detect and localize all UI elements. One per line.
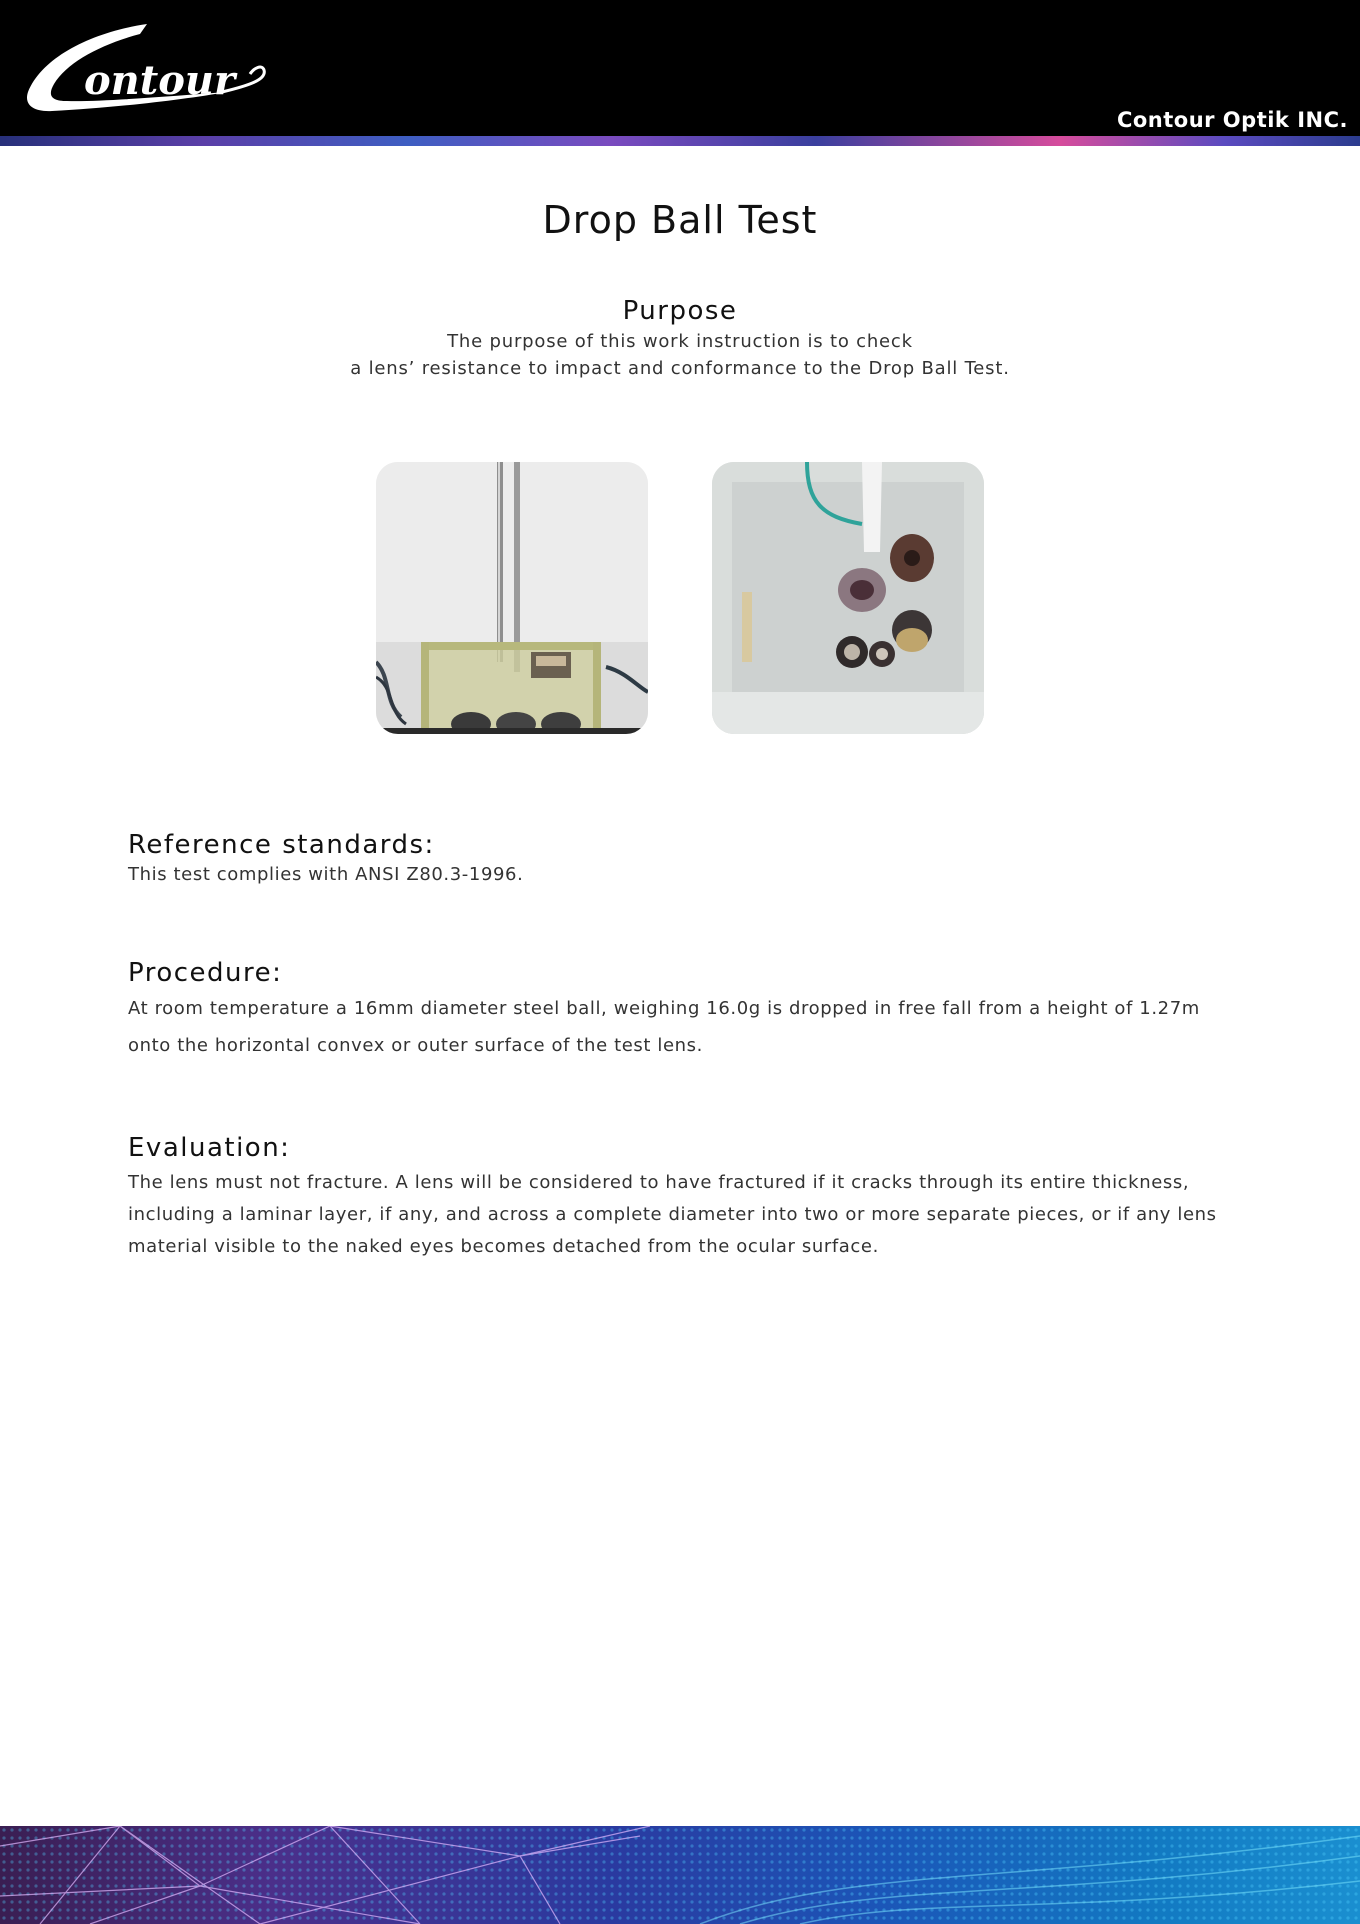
procedure-text: At room temperature a 16mm diameter steel ball, weighing 16.0g is dropped in free fall from a height of 1.27m onto the horizontal convex or outer surface of the test lens. [128,998,1200,1056]
drop-ball-apparatus-photo [376,462,648,734]
reference-standards-text: This test complies with ANSI Z80.3-1996. [128,864,524,885]
svg-text:ontour: ontour [84,57,236,104]
page-header [0,0,1360,136]
purpose-text-line2: a lens’ resistance to impact and conformance to the Drop Ball Test. [350,358,1010,379]
purpose-text-line1: The purpose of this work instruction is to check [447,331,913,352]
company-name: Contour Optik INC. [1116,108,1348,132]
contour-logo [22,22,272,114]
lens-holder-closeup-photo [712,462,984,734]
evaluation-heading: Evaluation: [128,1133,291,1163]
purpose-heading: Purpose [622,296,738,326]
header-stripe [0,136,1360,146]
evaluation-text: The lens must not fracture. A lens will be considered to have fractured if it cracks through its entire thickness, including a laminar layer, if any, and across a complete diameter into two or more separate pieces, or if any lens material visible to the naked eyes becomes detached from the ocular surface. [128,1172,1217,1257]
procedure-heading: Procedure: [128,958,283,988]
page-footer-banner [0,1826,1360,1924]
reference-standards-heading: Reference standards: [128,830,435,860]
page-title: Drop Ball Test [542,198,818,242]
